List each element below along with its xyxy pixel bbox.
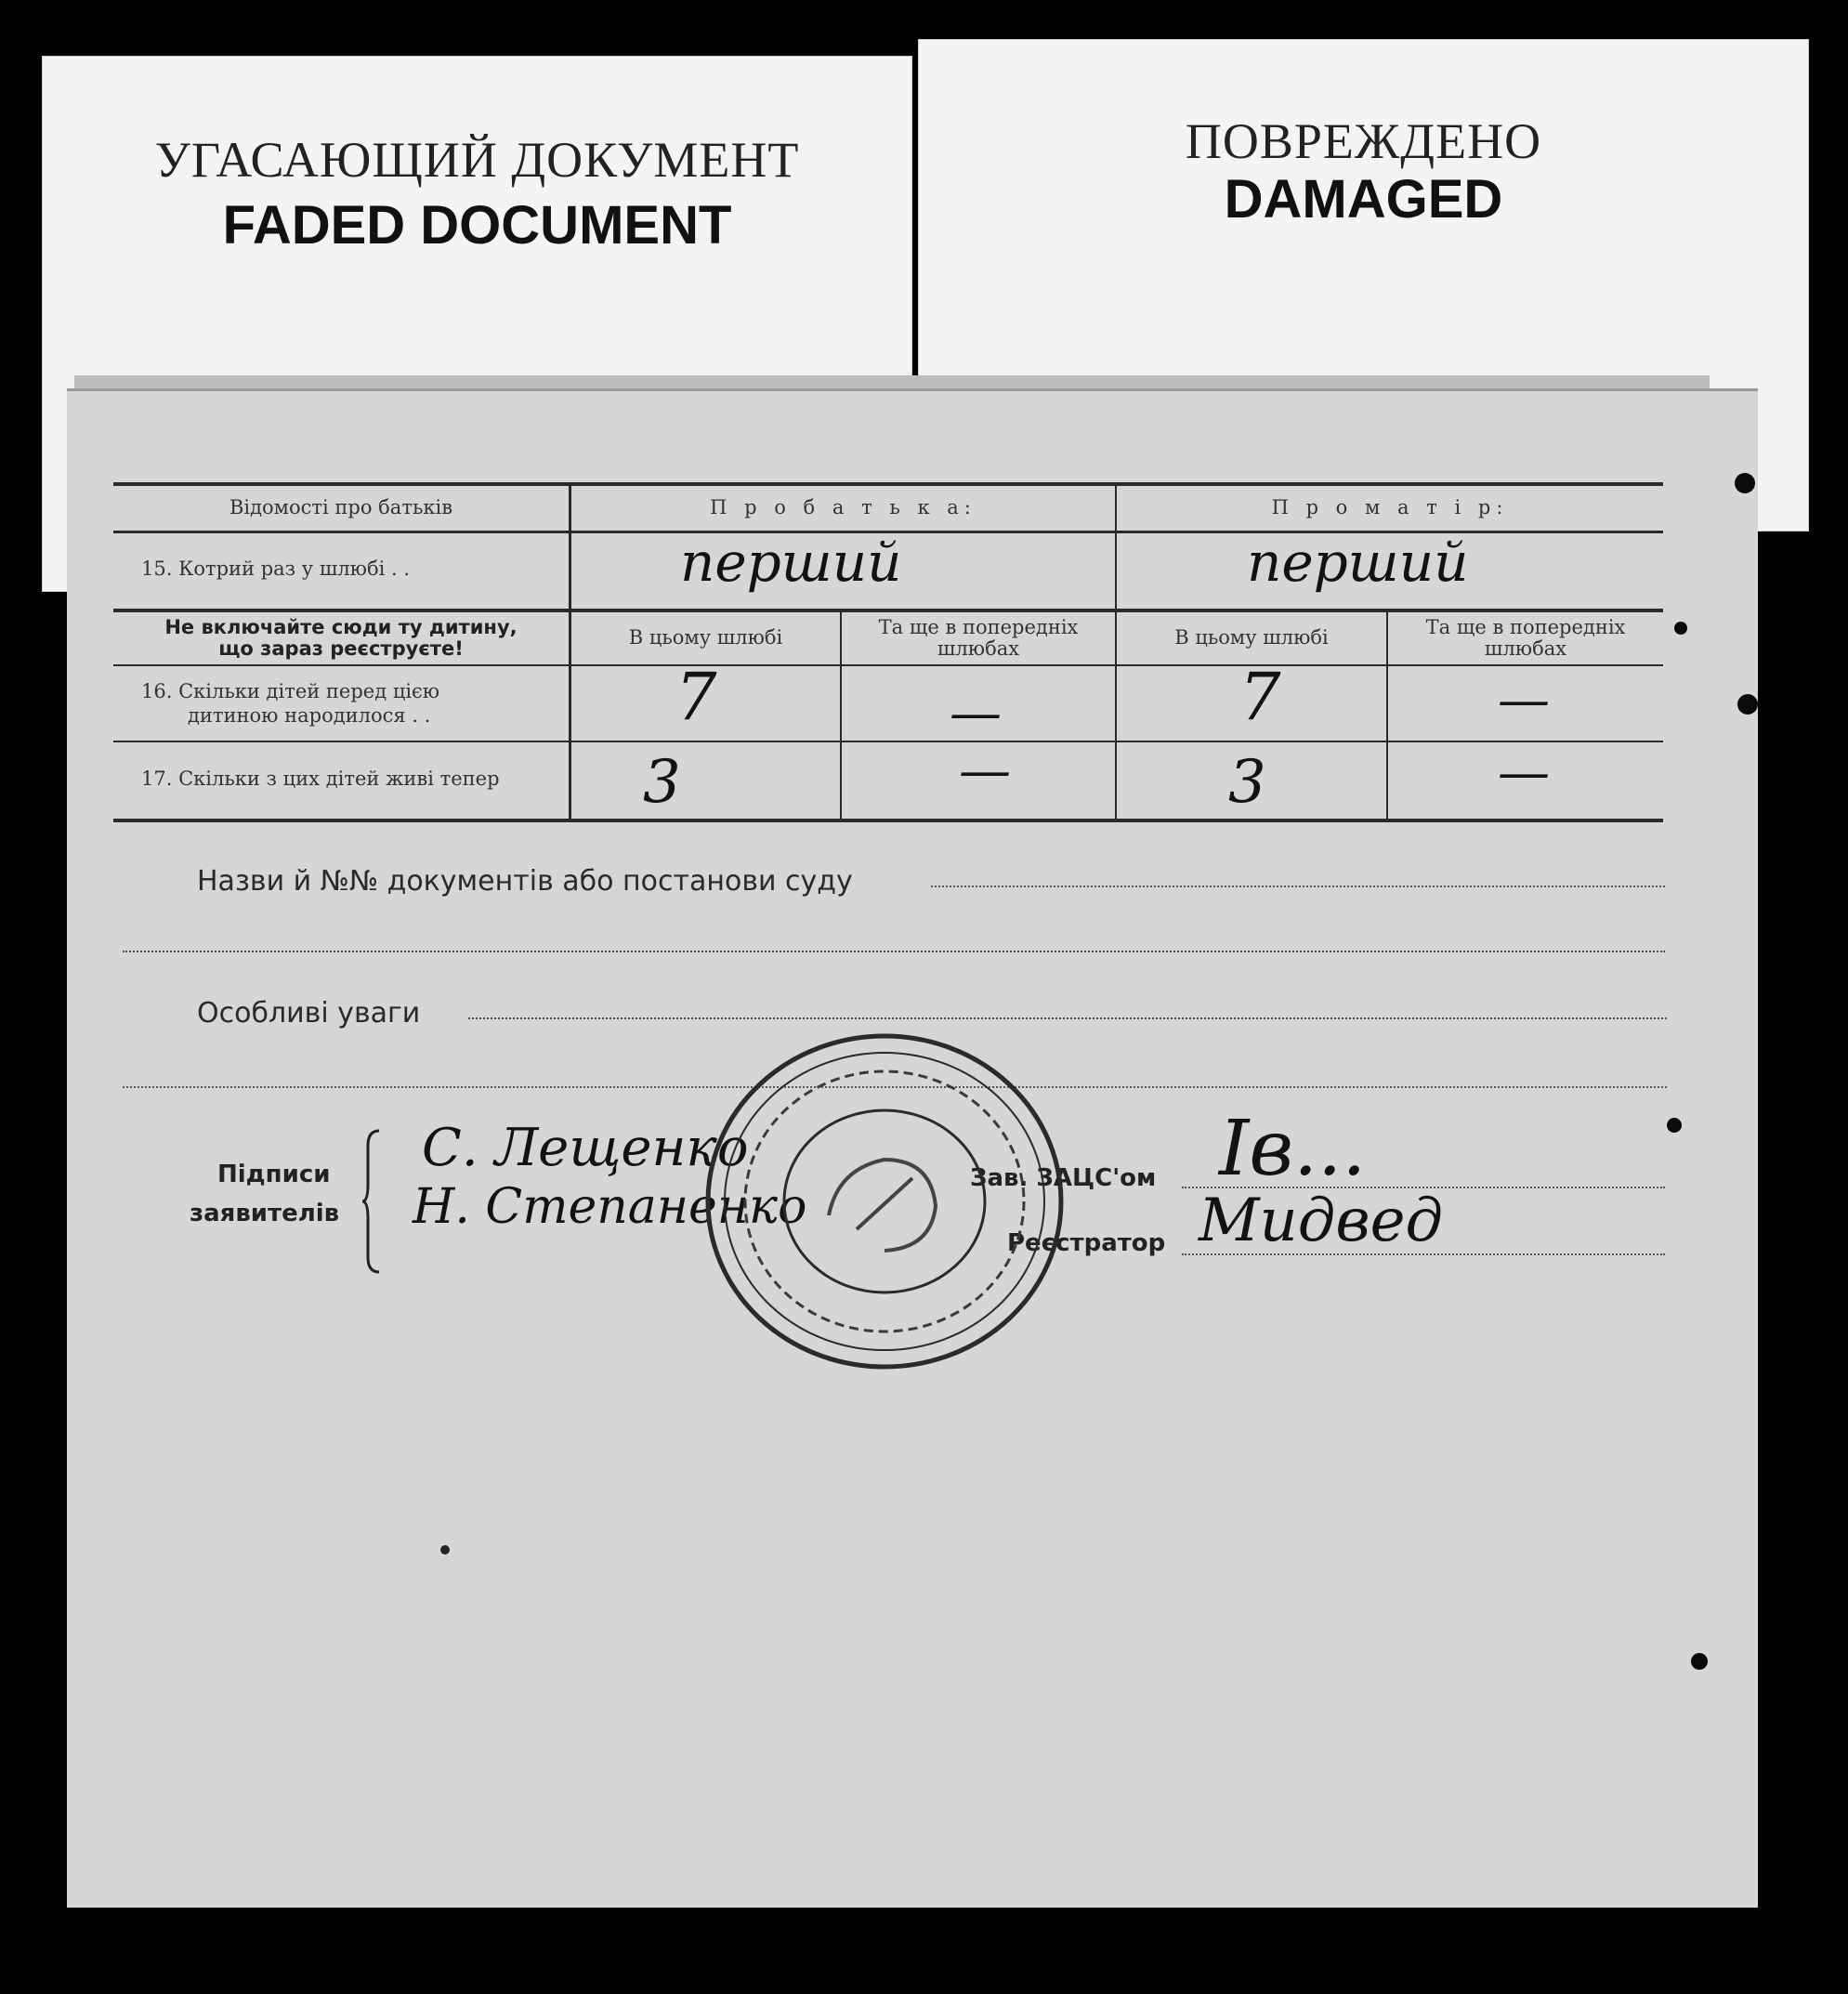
mother-previous-marriages-header	[1388, 612, 1663, 664]
documents-line-2	[123, 951, 1665, 952]
card-label-en: FADED DOCUMENT	[222, 195, 732, 256]
row17-label: 17. Скільки з цих дітей живі тепер	[141, 767, 500, 790]
father-previous-marriages-header	[842, 612, 1115, 664]
row16-label	[141, 679, 439, 728]
header-parents-info: Відомості про батьків	[229, 496, 453, 519]
row15-father-value: перший	[680, 531, 902, 594]
row16-father-this: 7	[675, 659, 717, 735]
official-round-stamp	[699, 1030, 1070, 1373]
row17-father-prev: —	[959, 741, 1011, 801]
signatures-label-line2: заявителів	[190, 1200, 340, 1227]
row17-mother-prev: —	[1498, 742, 1550, 803]
registrar-signature: Мидвед	[1199, 1187, 1443, 1255]
head-signature: Ів...	[1219, 1105, 1367, 1193]
signature-2: Н. Степаненко	[413, 1179, 807, 1235]
remarks-label: Особливі уваги	[197, 997, 421, 1030]
exclude-note	[113, 614, 569, 662]
signatures-label-line1: Підписи	[217, 1161, 331, 1188]
row16-label-line1: 16. Скільки дітей перед цією	[141, 680, 440, 702]
punch-hole	[1674, 622, 1687, 635]
prev-line1: Та ще в попередніх	[878, 615, 1079, 638]
punch-hole	[1667, 1118, 1682, 1133]
prev-line1: Та ще в попередніх	[1425, 615, 1626, 638]
brace-icon	[362, 1127, 385, 1276]
row16-label-line2: дитиною народилося . .	[188, 704, 431, 728]
table-rule	[113, 664, 1663, 666]
punch-hole	[1691, 1653, 1708, 1670]
row16-mother-this: 7	[1239, 659, 1281, 735]
signature-1: С. Лещенко	[422, 1118, 749, 1178]
documents-label: Назви й №№ документів або постанови суду	[197, 865, 853, 898]
table-rule	[113, 741, 1663, 742]
row15-mother-value: перший	[1247, 531, 1469, 594]
remarks-line	[468, 1017, 1667, 1019]
row16-mother-prev: —	[1498, 670, 1550, 730]
row17-father-this: 3	[643, 748, 681, 817]
prev-line2: шлюбах	[1484, 637, 1567, 660]
header-mother: П р о м а т і р:	[1271, 496, 1509, 519]
registrar-label: Реєстратор	[1007, 1229, 1166, 1257]
header-father: П р о б а т ь к а:	[710, 496, 976, 519]
card-label-ru: УГАСАЮЩИЙ ДОКУМЕНТ	[154, 132, 800, 188]
row16-father-prev: —	[950, 683, 1002, 743]
exclude-note-line1: Не включайте сюди ту дитину,	[164, 615, 518, 638]
paper-stack-edge	[74, 375, 1710, 388]
prev-line2: шлюбах	[937, 637, 1020, 660]
documents-line	[931, 885, 1665, 887]
mother-this-marriage-header: В цьому шлюбі	[1174, 626, 1329, 649]
row17-mother-this: 3	[1228, 748, 1266, 817]
ink-speck	[440, 1545, 450, 1555]
head-label: Зав. ЗАЦС'ом	[970, 1164, 1157, 1192]
punch-hole	[1735, 473, 1755, 493]
exclude-note-line2: що зараз реєструєте!	[218, 637, 464, 660]
card-label-ru: ПОВРЕЖДЕНО	[1185, 113, 1542, 169]
punch-hole	[1737, 694, 1758, 715]
table-bottom-rule	[113, 819, 1663, 822]
father-this-marriage-header: В цьому шлюбі	[628, 626, 783, 649]
row15-label: 15. Котрий раз у шлюбі . .	[141, 558, 411, 580]
card-label-en: DAMAGED	[1224, 169, 1503, 230]
